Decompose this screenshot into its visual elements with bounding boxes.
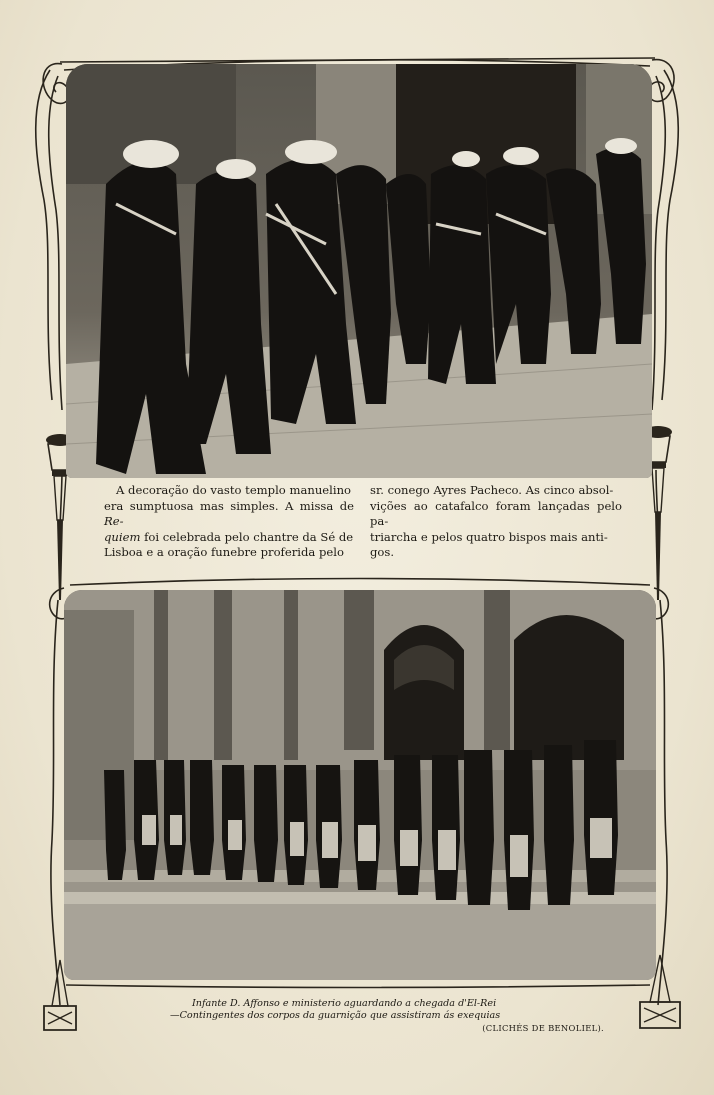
caption-left-line-1: A decoração do vasto templo manuelino [116, 483, 352, 497]
bottom-caption [170, 998, 610, 1034]
photo-dignitaries [66, 64, 652, 478]
caption-line-2: —Contingentes dos corpos da guarnição que assistiram ás exequias [170, 1010, 501, 1021]
photo-soldiers [64, 590, 656, 980]
caption-left-line-3: foi celebrada pelo chantre da Sé de [140, 529, 354, 544]
caption-right-line-2: vições ao catafalco foram lançadas pelo pa- [370, 498, 622, 528]
caption-left-line-2: era sumptuosa mas simples. A missa de [104, 498, 354, 513]
caption-left-column [104, 483, 354, 561]
caption-line-1: Infante D. Affonso e ministerio aguardando a chegada d'El-Rei [192, 998, 497, 1009]
photo-credit: (CLICHÉS DE BENOLIEL). [482, 1023, 604, 1033]
caption-right-line-3: triarcha e pelos quatro bispos mais anti- [370, 529, 608, 544]
caption-left-line-2-italic: Re- [104, 514, 124, 528]
caption-right-column [370, 483, 622, 561]
caption-left-line-3-italic: quiem [104, 529, 141, 544]
caption-right-line-1: sr. conego Ayres Pacheco. As cinco absol- [370, 483, 614, 497]
caption-left-line-4: Lisboa e a oração funebre proferida pelo [104, 545, 344, 559]
caption-right-line-4: gos. [370, 545, 395, 559]
